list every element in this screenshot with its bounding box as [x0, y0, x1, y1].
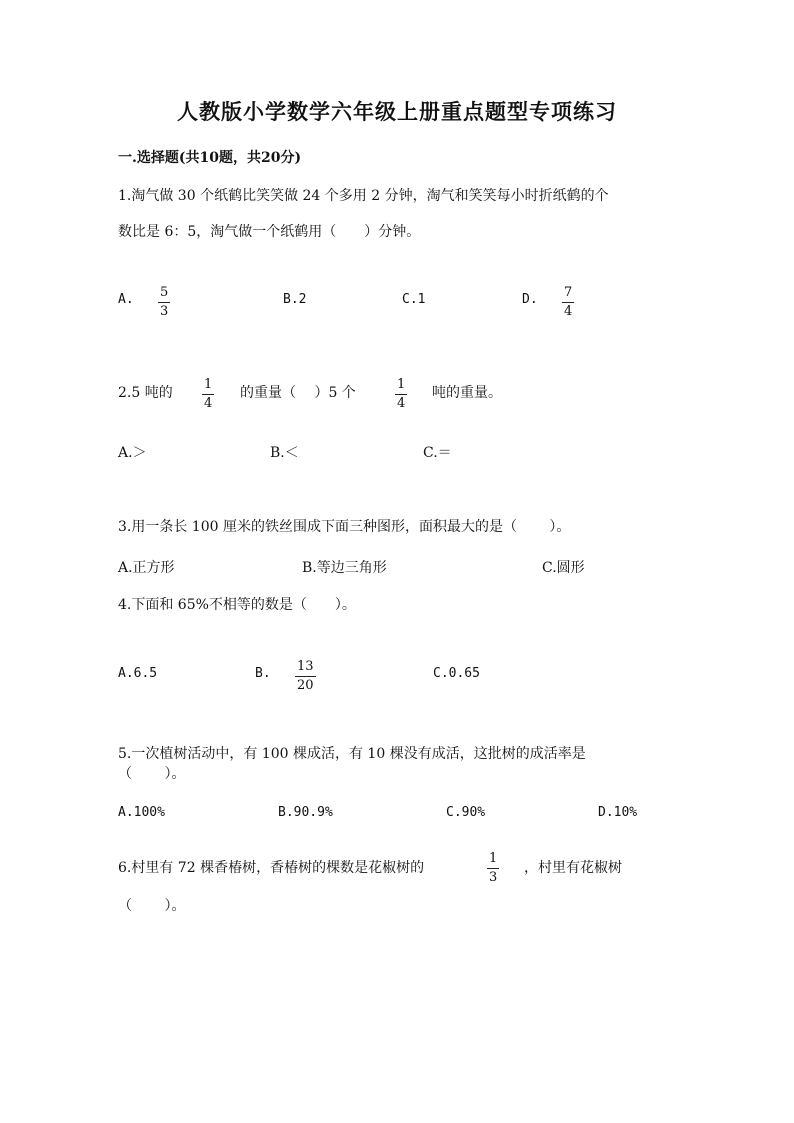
q1-option-d-fraction [562, 286, 574, 319]
q5-option-d: D.10% [598, 805, 638, 820]
q5-option-a: A.100% [118, 805, 165, 820]
fraction-denominator: 20 [297, 678, 314, 693]
q1-option-d-label: D. [522, 292, 538, 307]
question-5-line-2: （ ）。 [118, 766, 186, 782]
question-2-fraction-2 [395, 378, 407, 411]
fraction-numerator: 1 [489, 851, 498, 866]
q3-option-c: C.圆形 [542, 560, 585, 576]
fraction-bar [395, 394, 407, 395]
fraction-bar [295, 676, 316, 677]
question-4-text: 4.下面和 65%不相等的数是（ ）。 [118, 597, 356, 613]
page-title: 人教版小学数学六年级上册重点题型专项练习 [177, 99, 617, 124]
fraction-denominator: 3 [160, 304, 169, 319]
fraction-bar [562, 302, 574, 303]
q1-option-c: C.1 [402, 292, 426, 307]
question-1-line-1: 1.淘气做 30 个纸鹤比笑笑做 24 个多用 2 分钟，淘气和笑笑每小时折纸鹤的个 [118, 188, 609, 204]
question-6-fraction [487, 852, 499, 885]
fraction-denominator: 4 [564, 304, 573, 319]
fraction-numerator: 5 [160, 285, 169, 300]
q2-option-c: C.＝ [423, 445, 452, 461]
question-2-fraction-1 [202, 378, 214, 411]
question-6-part-2: ，村里有花椒树 [524, 860, 622, 876]
q1-option-a-label: A. [118, 292, 134, 307]
fraction-bar [202, 394, 214, 395]
q2-option-b: B.＜ [270, 445, 299, 461]
q5-option-b: B.90.9% [278, 805, 333, 820]
section-heading: 一.选择题(共10题，共20分) [118, 150, 302, 166]
question-2-part-3: 吨的重量。 [432, 385, 502, 401]
fraction-numerator: 7 [564, 285, 573, 300]
q1-option-a-fraction [158, 286, 170, 319]
q2-option-a: A.＞ [118, 445, 147, 461]
q3-option-a: A.正方形 [118, 560, 175, 576]
q1-option-b: B.2 [283, 292, 307, 307]
question-5-line-1: 5.一次植树活动中，有 100 棵成活，有 10 棵没有成活，这批树的成活率是 [118, 746, 586, 762]
q4-option-c: C.0.65 [433, 666, 480, 681]
q4-option-b-fraction [295, 660, 316, 693]
fraction-numerator: 1 [397, 377, 406, 392]
fraction-bar [487, 868, 499, 869]
question-6-part-1: 6.村里有 72 棵香椿树，香椿树的棵数是花椒树的 [118, 860, 425, 876]
fraction-bar [158, 302, 170, 303]
fraction-numerator: 13 [297, 659, 314, 674]
question-2-part-1: 2.5 吨的 [118, 385, 173, 401]
q4-option-b-label: B. [255, 666, 271, 681]
question-2-part-2: 的重量（ ）5 个 [240, 385, 356, 401]
fraction-numerator: 1 [204, 377, 213, 392]
q5-option-c: C.90% [446, 805, 486, 820]
question-1-line-2: 数比是 6：5，淘气做一个纸鹤用（ ）分钟。 [118, 224, 421, 240]
question-6-line-2: （ ）。 [118, 898, 186, 914]
fraction-denominator: 4 [204, 396, 213, 411]
fraction-denominator: 4 [397, 396, 406, 411]
fraction-denominator: 3 [489, 870, 498, 885]
q3-option-b: B.等边三角形 [302, 560, 387, 576]
q4-option-a: A.6.5 [118, 666, 158, 681]
question-3-text: 3.用一条长 100 厘米的铁丝围成下面三种图形，面积最大的是（ ）。 [118, 519, 571, 535]
